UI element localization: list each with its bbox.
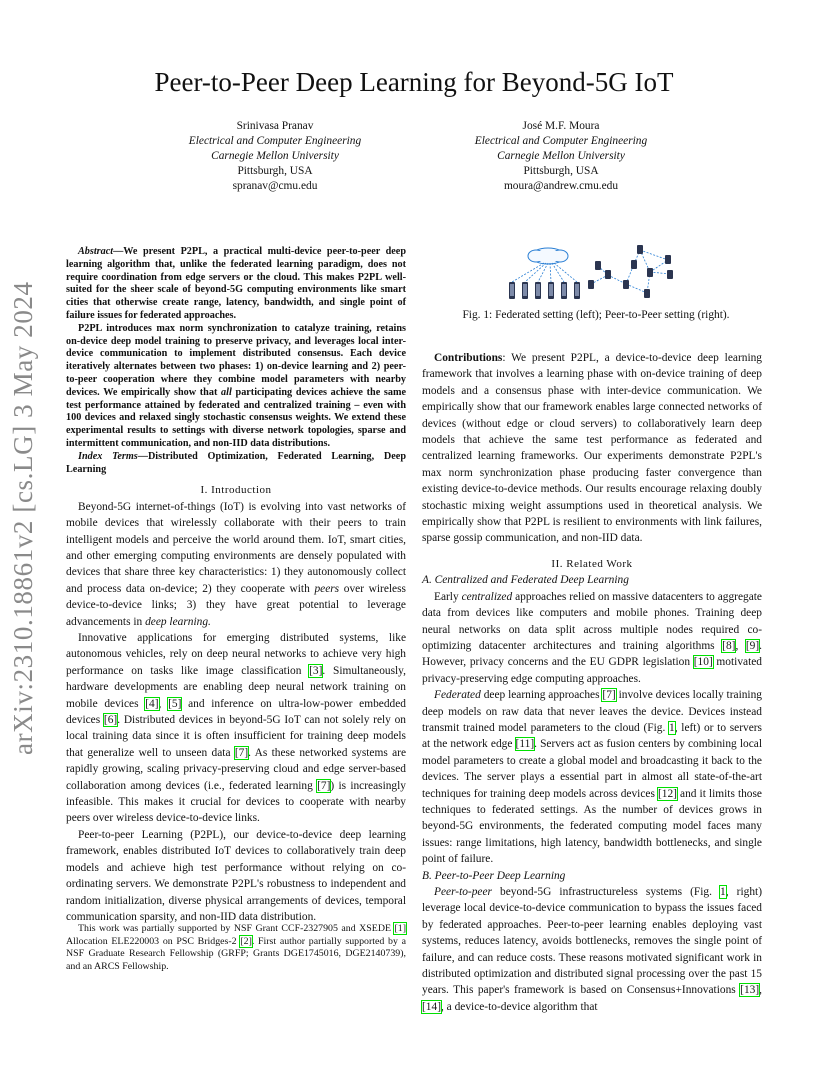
citation-link[interactable]: [ 7 ] <box>235 747 248 759</box>
contributions-label: Contributions <box>434 352 503 364</box>
citation-link[interactable]: [ 12 ] <box>658 788 677 800</box>
section-heading-related-work: II. Related Work <box>551 557 633 570</box>
phone-icon <box>637 245 643 254</box>
phone-icon <box>631 260 637 269</box>
abstract-label: Abstract <box>78 246 114 257</box>
peer-devices <box>588 245 673 298</box>
phone-icon <box>667 270 673 279</box>
phone-icon <box>588 280 594 289</box>
author-email: moura@andrew.cmu.edu <box>503 180 619 192</box>
right-column: Contributions: We present P2PL, a device-to-device deep learning framework that involves a learning phase with on-device training of deep models and a consensus phase with inter-device communication. We empirically show that our framework enables large connected networks of devices (without edge or cloud servers) to collaboratively learn deep models that achieve the same test performance as federated and centralized learning frameworks. Our experiments demonstrate P2PL's max norm synchronization phase producing faster convergence than existing device-to-device methods. Our results encourage relaxing doubly stochastic mixing weight assumptions used in theoretical analysis. We empirically show that P2PL is resilient to environments with link failures, sparse gossip communication, and non-IID data. II. Related Work A. Centralized and Federated Deep Learning Early centralized approaches relied on massive datacenters to aggregate data from devices like computers and mobile phones. Training deep neural networks on data split across multiple nodes required co-optimizing datacenter architectures and training algorithms [ 8 ] , [ 9 ] . However, privacy concerns and the EU GDPR legislation [ 10 ] motivated privacy-preserving edge computing approaches. Federated deep learning approaches [ 7 ] involve devices locally training deep models on raw data that never leaves the device. Devices instead transmit trained model parameters to the cloud (Fig. 1, left) or to servers at the network edge [ 11 ] . Servers act as fusion centers by combining local model parameters to create a global model and broadcasting it back to the devices. The server plays a essential part in almost all state-of-the-art techniques for training deep models across devices [ 12 ] and it limits those techniques to federated settings. As the number of devices grows in beyond-5G environments, the federated computing model faces many issues: range limitations, high latency, bandwidth bottlenecks, and single point of failure. B. Peer-to-Peer Deep Learning Peer-to-peer beyond-5G infrastructureless systems (Fig. 1, right) leverage local device-to-device communication to bypass the issues faced by federated approaches. Peer-to-peer learning enables deploying vast systems, reduces latency, avoids bottlenecks, removes the single point of failure, and can reduce costs. These reasons motivated significant work in distributed optimization and distributed signal processing over the past 15 years. This paper's framework is based on Consensus+Innovations [ 13 ] , [ 14 ] , a device-to-device algorithm that <box>422 350 762 1015</box>
index-terms: Distributed Optimization, Federated Learning, Deep Learning <box>66 450 406 475</box>
phone-icon <box>647 268 653 277</box>
federated-devices <box>509 282 580 299</box>
citation-link[interactable]: [ 13 ] <box>740 984 759 996</box>
citation-link[interactable]: [ 4 ] <box>145 698 158 710</box>
citation-link[interactable]: [ 11 ] <box>516 738 535 750</box>
citation-link[interactable]: [ 7 ] <box>317 780 330 792</box>
citation-link[interactable]: [ 10 ] <box>694 656 713 668</box>
phone-icon <box>623 280 629 289</box>
citation-link[interactable]: [ 6 ] <box>104 714 117 726</box>
arxiv-identifier: arXiv:2310.18861v2 [cs.LG] 3 May 2024 <box>8 281 38 755</box>
section-heading-introduction: I. Introduction <box>200 484 272 497</box>
phone-icon <box>665 255 671 264</box>
left-column <box>66 246 406 925</box>
citation-link[interactable]: [ 2 ] <box>240 936 252 947</box>
author-name: José M.F. Moura <box>522 120 600 132</box>
author-department: Electrical and Computer Engineering <box>474 135 648 147</box>
footnote: This work was partially supported by NSF Grant CCF-2327905 and XSEDE [ 1 ] Allocation ELE220003 on PSC Bridges-2 [ 2 ] . First author partially supported by a NSF Graduate Research Fellowship (GRFP; Grants DGE1745016, DGE2140739), and an ARCS Fellowship. <box>66 923 406 973</box>
introduction-section: I. Introduction Beyond-5G internet-of-things (IoT) is evolving into vast networks of mobile devices that wirelessly collaborate with their peers to train intelligent models and perceive the world around them. IoT, smart cities, and other emerging computing environments are densely populated with devices that share three key characteristics: 1) they autonomously collect and process data on-device; 2) they cooperate with peers over wireless device-to-device links; 3) they have great potential to leverage advancements in deep learning. Innovative applications for emerging distributed systems, like autonomous vehicles, rely on deep neural networks to achieve very high performance on tasks like image classification [ 3 ] . Simultaneously, hardware developments are enabling deep neural network training on mobile devices [ 4 ] , [ 5 ] and inference on ultra-low-power embedded devices [ 6 ] . Distributed devices in beyond-5G IoT can not solely rely on local training data since it is often insufficient for training deep models that generalize well to unseen data [ 7 ] . As these networked systems are rapidly growing, scaling privacy-preserving cloud and edge server-based collaboration among devices (i.e., federated learning [ 7 ] ) is increasingly infeasible. This makes it crucial for devices to cooperate with nearby peers over wireless device-to-device links. Peer-to-peer Learning (P2PL), our device-to-device deep learning framework, enables distributed IoT devices to collaboratively train deep models and achieve high test performance without relying on co-ordinating servers. We demonstrate P2PL's robustness to independent and random initialization, diverse physical arrangements of devices, temporal communication sparsity, and non-IID data distribution. <box>66 482 406 925</box>
citation-link[interactable]: [ 9 ] <box>746 640 759 652</box>
citation-link[interactable]: [ 1 ] <box>394 923 406 934</box>
author-city: Pittsburgh, USA <box>523 165 599 177</box>
citation-link[interactable]: [ 8 ] <box>722 640 735 652</box>
abstract: Abstract—We present P2PL, a practical multi-device peer-to-peer deep learning algorithm that, unlike the federated learning paradigm, does not require coordination from edge servers or the cloud. This makes P2PL well-suited for the sheer scale of beyond-5G computing environments like smart cities that otherwise create range, latency, bandwidth, and single point of failure issues for federated approaches. P2PL introduces max norm synchronization to catalyze training, retains on-device deep model training to preserve privacy, and leverages local inter-device communication to implement distributed consensus. Each device iteratively alternates between two phases: 1) on-device learning and 2) peer-to-peer cooperation where they combine model parameters with nearby devices. We empirically show that all participating devices achieve the same test performance attained by federated and centralized training – even with 100 devices and relaxed singly stochastic consensus weights. We extend these experimental results to settings with diverse network topologies, sparse and intermittent communication, and non-IID data distributions. Index Terms—Distributed Optimization, Federated Learning, Deep Learning <box>66 246 406 475</box>
author-city: Pittsburgh, USA <box>237 165 313 177</box>
paper-title: Peer-to-Peer Deep Learning for Beyond-5G IoT <box>154 67 674 97</box>
citation-link[interactable]: [ 14 ] <box>422 1001 441 1013</box>
figure-1 <box>500 240 690 306</box>
contributions-text: : We present P2PL, a device-to-device deep learning framework that involves a learning phase with on-device training of deep models and a consensus phase with inter-device communication. We empirically show that our framework enables large connected networks of devices (without edge or cloud servers) to collaboratively learn deep models that achieve the same test performance as federated and centralized learning frameworks. Our experiments demonstrate P2PL's max norm synchronization phase producing faster convergence than existing device-to-device methods. Our results encourage relaxing doubly stochastic mixing weight assumptions used in theoretical analysis. We empirically show that P2PL is resilient to environments with link failures, sparse gossip communication, and non-IID data. <box>422 352 762 545</box>
phone-icon <box>605 270 611 279</box>
figure-link[interactable]: 1 <box>720 886 726 898</box>
phone-icon <box>595 261 601 270</box>
author-email: spranav@cmu.edu <box>232 180 318 192</box>
index-terms-label: Index Terms <box>78 450 138 462</box>
author-university: Carnegie Mellon University <box>497 150 625 162</box>
citation-link[interactable]: [ 3 ] <box>309 665 322 677</box>
author-name: Srinivasa Pranav <box>236 120 314 132</box>
cloud-icon <box>528 248 568 264</box>
citation-link[interactable]: [ 7 ] <box>602 689 615 701</box>
subsection-heading-b: B. Peer-to-Peer Deep Learning <box>422 869 566 882</box>
peer-links <box>591 250 670 293</box>
network-diagram <box>500 240 690 306</box>
author-block-1 <box>160 119 390 194</box>
author-block-2 <box>443 119 679 194</box>
federated-links <box>512 263 577 282</box>
author-university: Carnegie Mellon University <box>211 150 339 162</box>
subsection-heading-a: A. Centralized and Federated Deep Learning <box>422 574 629 587</box>
figure-caption: Fig. 1: Federated setting (left); Peer-to-Peer setting (right). <box>462 309 730 321</box>
author-department: Electrical and Computer Engineering <box>188 135 362 147</box>
abstract-text: We present P2PL, a practical multi-device peer-to-peer deep learning algorithm that, unlike the federated learning paradigm, does not require coordination from edge servers or the cloud. This makes P2PL well-suited for the sheer scale of beyond-5G computing environments like smart cities that otherwise create range, latency, bandwidth, and single point of failure issues for federated approaches. <box>66 246 406 321</box>
citation-link[interactable]: [ 5 ] <box>168 698 181 710</box>
figure-link[interactable]: 1 <box>669 721 675 734</box>
phone-icon <box>644 289 650 298</box>
intro-paragraph-3: Peer-to-peer Learning (P2PL), our device-to-device deep learning framework, enables distributed IoT devices to collaboratively train deep models and achieve high test performance without relying on co-ordinating servers. We demonstrate P2PL's robustness to independent and random initialization, diverse physical arrangements of devices, temporal communication sparsity, and non-IID data distribution. <box>66 828 406 923</box>
